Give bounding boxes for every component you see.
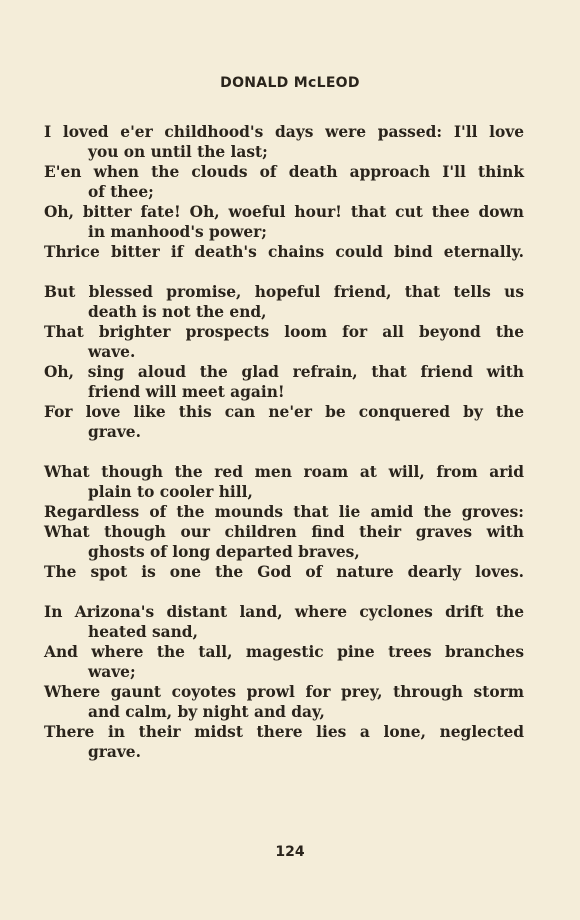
verse-line-continuation: you on until the last;: [88, 143, 268, 161]
verse-line-continuation: of thee;: [88, 183, 154, 201]
verse-line: In Arizona's distant land, where cyclones drift the: [44, 603, 524, 621]
verse-line: But blessed promise, hopeful friend, that tells us: [44, 283, 524, 301]
verse-line-continuation: grave.: [88, 743, 141, 761]
verse-line-continuation: friend will meet again!: [88, 383, 285, 401]
stanza-4: [44, 602, 524, 762]
verse-line: I loved e'er childhood's days were passed: I'll love: [44, 123, 524, 141]
verse-line-continuation: plain to cooler hill,: [88, 483, 253, 501]
stanza-2: [44, 282, 524, 442]
verse-line: E'en when the clouds of death approach I'll think: [44, 163, 524, 181]
verse-line-continuation: heated sand,: [88, 623, 198, 641]
verse-line: For love like this can ne'er be conquered by the: [44, 403, 524, 421]
verse-line-continuation: and calm, by night and day,: [88, 703, 325, 721]
verse-line: What though the red men roam at will, from arid: [44, 463, 524, 481]
verse-line: Thrice bitter if death's chains could bind eternally.: [44, 243, 524, 261]
verse-line: Regardless of the mounds that lie amid the groves:: [44, 503, 524, 521]
verse-line: That brighter prospects loom for all beyond the: [44, 323, 524, 341]
verse-line-continuation: ghosts of long departed braves,: [88, 543, 360, 561]
verse-line-continuation: wave.: [88, 343, 136, 361]
verse-line: Oh, sing aloud the glad refrain, that friend with: [44, 363, 524, 381]
verse-line: The spot is one the God of nature dearly loves.: [44, 563, 524, 581]
verse-line-continuation: death is not the end,: [88, 303, 267, 321]
page-number: 124: [275, 844, 305, 860]
verse-line-continuation: grave.: [88, 423, 141, 441]
stanza-3: [44, 462, 524, 582]
stanza-1: [44, 122, 524, 262]
poem: [44, 122, 524, 782]
verse-line: And where the tall, magestic pine trees branches: [44, 643, 524, 661]
verse-line-continuation: in manhood's power;: [88, 223, 267, 241]
verse-line: There in their midst there lies a lone, neglected: [44, 723, 524, 741]
verse-line: Where gaunt coyotes prowl for prey, through storm: [44, 683, 524, 701]
verse-line-continuation: wave;: [88, 663, 136, 681]
verse-line: What though our children find their graves with: [44, 523, 524, 541]
running-header: DONALD McLEOD: [220, 75, 360, 91]
verse-line: Oh, bitter fate! Oh, woeful hour! that cut thee down: [44, 203, 524, 221]
